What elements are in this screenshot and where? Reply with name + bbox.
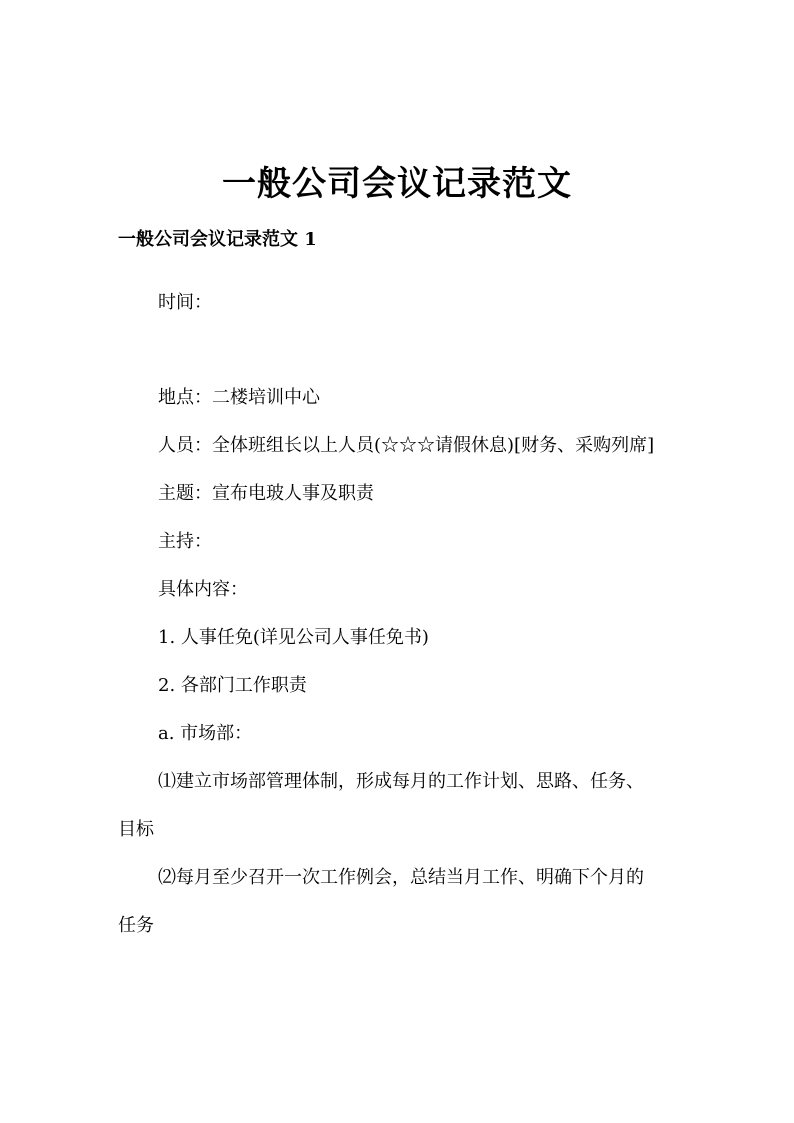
host-line: 主持：	[158, 531, 212, 552]
list-item: 1. 人事任免(详见公司人事任免书)	[158, 627, 429, 648]
attendees-line: 人员：全体班组长以上人员(☆☆☆请假休息)[财务、采购列席]	[158, 435, 655, 456]
section-heading: 一般公司会议记录范文 1	[118, 229, 317, 250]
sub-list-item: a. 市场部：	[158, 723, 253, 744]
duty-item-continuation: 目标	[118, 819, 154, 840]
place-line: 地点：二楼培训中心	[158, 387, 320, 408]
duty-item-continuation: 任务	[118, 915, 154, 936]
content-heading: 具体内容：	[158, 579, 248, 600]
duty-item: ⑵每月至少召开一次工作例会，总结当月工作、明确下个月的	[158, 867, 644, 888]
document-title: 一般公司会议记录范文	[222, 164, 572, 204]
time-line: 时间：	[158, 292, 212, 313]
list-item: 2. 各部门工作职责	[158, 675, 307, 696]
duty-item: ⑴建立市场部管理体制，形成每月的工作计划、思路、任务、	[158, 771, 644, 792]
topic-line: 主题：宣布电玻人事及职责	[158, 483, 374, 504]
